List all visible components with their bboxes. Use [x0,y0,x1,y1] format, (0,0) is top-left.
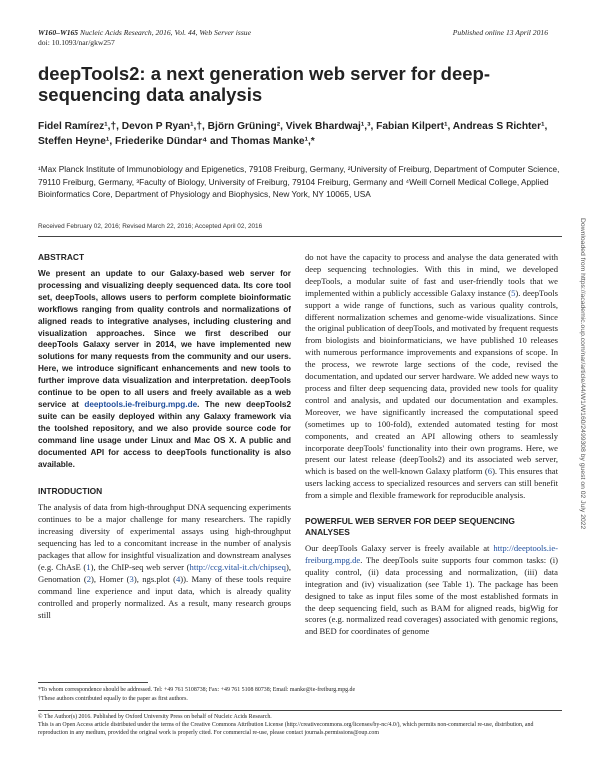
intro-part: ). This ensures that users lacking access to specialized resources and servers can still benefit from a simple and flexible framework for reproducible analysis. [305,466,558,501]
citation-link[interactable]: 1 [86,561,91,572]
affiliations: ¹Max Planck Institute of Immunobiology and Epigenetics, 79108 Freiburg, Germany, ²University of Freiburg, Department of Computer Science, 79110 Freiburg, Germany, ³Faculty of Biology, University of Freiburg, 79104 Freiburg, Germany and ⁴Weill Cornell Medical College, Applied Bioinformatics Core, Department of Physiology and Biophysics, New York, NY 10065, USA [38,164,560,199]
introduction-heading: INTRODUCTION [38,486,103,497]
header-divider [38,236,562,237]
download-note: Downloaded from https://academic.oup.com/nar/article/44/W1/W160/2499308 by guest on 02 July 2022 [579,218,586,530]
intro-part: ), ngs.plot ( [133,573,176,584]
section-part: Our deepTools Galaxy server is freely available at [305,543,494,554]
left-column [38,252,291,621]
corresponding-author-note: *To whom correspondence should be addressed. Tel: +49 761 5108738; Fax: +49 761 5108 80738; Email: manke@ie-freiburg.mpg.de [38,687,356,693]
footnotes [38,686,562,703]
citation-link[interactable]: 6 [487,466,493,477]
citation-link[interactable]: 4 [175,573,181,584]
intro-part: ), Genomation ( [38,561,291,584]
author-list: Fidel Ramírez¹,†, Devon P Ryan¹,†, Björn Grüning², Vivek Bhardwaj¹,³, Fabian Kilpert¹, Andreas S Richter¹, Steffen Heyne¹, Friederike Dündar⁴ and Thomas Manke¹,* [38,121,548,147]
intro-part: The analysis of data from high-throughput DNA sequencing experiments continues to be a major challenge for many researchers. The rapidly increasing diversity of experimental assays using high-throughput sequencing has led to a concomitant increase in the number of analysis packages that allow for insightful visualization and downstream analyses (e.g. ChAsE ( [38,502,291,572]
intro-part: ). deepTools support a wide range of functions, such as various quality controls, different normalization schemes and genome-wide visualizations. Since the original publication of deepTools, and motivated by frequent requests from biologists and bioinformaticians, we have published 10 releases with numerous performance improvements and expansions of scope. In the process, we rewrote large sections of the code, revised the documentation, and updated our server hardware. We added new ways to process and filter deep sequencing data, provided new tools for quality control and analysis, and updated our documentation and examples. Moreover, we have significantly increased the computational speed (sometimes up to 100-fold), extended automated testing for most components, and created an API allowing others to seamlessly incorporate deepTools' functionality into their own programs. Here, we present our latest release (deepTools2) and its associated web server, which is based on the well-known Galaxy platform ( [305,287,559,477]
powerful-server-heading: POWERFUL WEB SERVER FOR DEEP SEQUENCING ANALYSES [305,516,515,538]
intro-part: do not have the capacity to process and analyse the data generated with deep sequencing technologies. With this in mind, we developed deepTools, a modular suite of fast and user-friendly tools that we implemented within a publicly accessible Galaxy instance ( [305,252,558,298]
footnote-divider [38,682,148,683]
abstract-heading: ABSTRACT [38,252,85,262]
header-doi: doi: 10.1093/nar/gkw257 [38,38,115,47]
received-dates: Received February 02, 2016; Revised March 22, 2016; Accepted April 02, 2016 [38,223,263,230]
copyright-line-1: © The Author(s) 2016. Published by Oxford University Press on behalf of Nucleic Acids Research. [38,714,272,720]
citation-link[interactable]: 5 [511,287,516,298]
equal-contribution-note: †These authors contributed equally to the paper as first authors. [38,695,188,702]
intro-part: )). Many of these tools require command line experience and input data, which is already quality controlled and properly normalized. As a result, many research groups still [38,573,291,620]
intro-part: ), Homer ( [91,573,130,584]
server-url-link[interactable]: http://deeptools.ie-freiburg.mpg.de [305,543,558,565]
abstract-text [38,268,291,470]
copyright-divider [38,710,562,711]
running-header [38,28,548,48]
intro-continued-text [305,252,558,502]
citation-link[interactable]: 3 [129,573,134,584]
paper-title: deepTools2: a next generation web server for deep-sequencing data analysis [38,63,490,105]
server-link[interactable]: deeptools.ie-freiburg.mpg.de [84,399,198,409]
header-pages: W160–W165 [38,28,79,37]
powerful-server-text [305,543,558,638]
header-left [38,28,251,48]
intro-part: ), the ChIP-seq web server ( [90,561,190,572]
copyright-line-2: This is an Open Access article distributed under the terms of the Creative Commons Attribution License (http://creativecommons.org/licenses/by-nc/4.0/), which permits non-commercial re-use, distribution, and reproduction in any medium, provided the original work is properly cited. For commercial re-use, please contact journals.permissions@oup.com [38,722,534,737]
header-published: Published online 13 April 2016 [452,28,548,37]
introduction-text [38,502,291,621]
chipseq-link[interactable]: http://ccg.vital-it.ch/chipseq [189,561,286,572]
header-journal: Nucleic Acids Research, 2016, Vol. 44, Web Server issue [80,28,251,37]
copyright-block [38,713,562,738]
section-part: . The deepTools suite supports four common tasks: (i) quality control, (ii) data processing and normalization, (iii) data integration and (iv) visualization (see Table 1). The package has been designed to take as input files some of the most established formats in the deep sequencing field, such as BAM for aligned reads, bigWig for scores (e.g. normalized read coverages) associated with genomic regions, and BED for coordinates of genome [305,554,558,637]
abstract-part-2: . The new deepTools2 suite can be easily deployed within any Galaxy framework via the toolshed repository, and we also provide source code for command line usage under Linux and Mac OS X. A public and documented API for access to deepTools functionality is also available. [38,399,292,469]
abstract-part-1: We present an update to our Galaxy-based web server for processing and visualizing deeply sequenced data. Its core tool set, deepTools, allows users to perform complete bioinformatic workflows ranging from quality controls and normalizations of aligned reads to integrative analyses, including clustering and visualization approaches. Since we first described our deepTools Galaxy server in 2014, we have implemented new solutions for many requests from the community and our users. Here, we introduce significant enhancements and new tools to further improve data visualization and interpretation. deepTools continue to be open to all users and freely available as a web service at [38,269,291,409]
right-column [305,252,558,638]
citation-link[interactable]: 2 [86,573,92,584]
